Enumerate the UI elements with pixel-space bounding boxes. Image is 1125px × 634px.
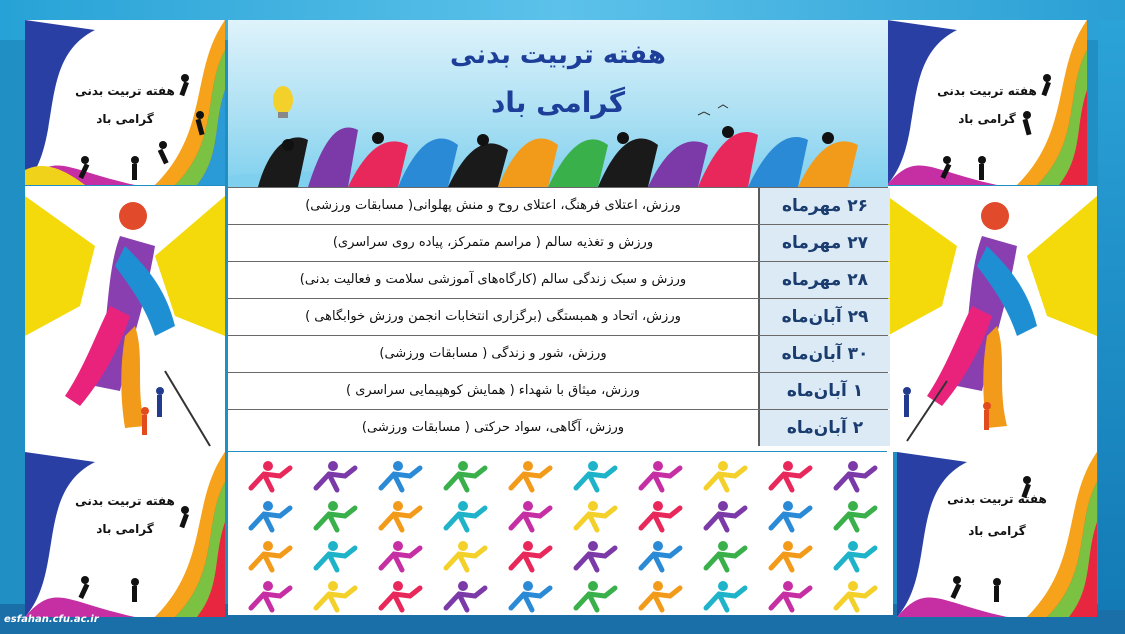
schedule-row (228, 187, 888, 224)
sport-pictogram (771, 541, 810, 570)
sport-pictogram (446, 461, 485, 490)
corner-card-top-right (887, 20, 1087, 185)
sport-pictogram (316, 501, 355, 530)
rainbow-runner-icon (887, 186, 1097, 452)
sport-pictogram (576, 461, 615, 490)
sport-pictogram (381, 501, 420, 530)
card-title-line1: هفته تربیت بدنی (947, 492, 1047, 506)
sport-pictogram (771, 581, 810, 610)
schedule-row (228, 372, 888, 409)
sports-pictograms-icon (228, 452, 893, 615)
sport-pictogram (576, 581, 615, 610)
sport-pictogram (446, 581, 485, 610)
card-title-line1: هفته تربیت بدنی (75, 494, 175, 508)
sport-pictogram (641, 501, 680, 530)
card-title-line2: گرامی باد (968, 524, 1026, 538)
card-title-line1: هفته تربیت بدنی (937, 84, 1037, 98)
rainbow-runner-icon (25, 186, 225, 452)
sport-pictogram (251, 461, 290, 490)
swirl-decoration-icon (25, 20, 225, 185)
card-title-line2: گرامی باد (96, 522, 154, 536)
sport-pictogram (381, 461, 420, 490)
sport-pictogram (836, 461, 875, 490)
schedule-description: ورزش و سبک زندگی سالم (کارگاه‌های آموزشی سلامت و فعالیت بدنی) (299, 272, 687, 287)
schedule-date: ۲۶ مهرماه (758, 188, 890, 224)
banner-title-line2: گرامی باد (490, 86, 626, 119)
schedule-date: ۲۸ مهرماه (758, 262, 890, 298)
schedule-date: ۱ آبان‌ماه (758, 373, 890, 409)
athlete-panel-left (25, 186, 225, 452)
sport-pictogram (836, 541, 875, 570)
sport-pictogram (381, 541, 420, 570)
card-title-line2: گرامی باد (958, 112, 1016, 126)
sport-pictogram (446, 501, 485, 530)
corner-card-bottom-right (897, 452, 1097, 617)
schedule-description: ورزش، اعتلای فرهنگ، اعتلای روح و منش پهلوانی( مسابقات ورزشی) (305, 198, 681, 213)
card-title-line2: گرامی باد (96, 112, 154, 126)
footer-link[interactable]: esfahan.cfu.ac.ir (4, 614, 99, 625)
schedule-date: ۲ آبان‌ماه (758, 410, 890, 446)
schedule-row (228, 409, 888, 451)
schedule-description: ورزش، آگاهی، سواد حرکتی ( مسابقات ورزشی) (361, 420, 625, 435)
schedule-row (228, 298, 888, 335)
sport-pictogram (641, 581, 680, 610)
sport-pictogram (251, 541, 290, 570)
swirl-decoration-icon (887, 20, 1087, 185)
sport-pictogram (251, 501, 290, 530)
sport-pictogram (251, 581, 290, 610)
sport-pictogram (316, 461, 355, 490)
sport-pictogram (316, 541, 355, 570)
sport-pictogram (576, 501, 615, 530)
schedule-description: ورزش، اتحاد و همبستگی (برگزاری انتخابات انجمن ورزش خوابگاهی ) (305, 309, 681, 324)
schedule-description: ورزش، میثاق با شهداء ( همایش کوهپیمایی سراسری ) (346, 383, 640, 398)
corner-card-top-left (25, 20, 225, 185)
schedule-row (228, 335, 888, 372)
schedule-row (228, 261, 888, 298)
sport-pictogram (706, 541, 745, 570)
sport-pictogram (771, 461, 810, 490)
sport-pictogram (771, 501, 810, 530)
banner (228, 20, 888, 187)
sport-pictogram (706, 581, 745, 610)
schedule-date: ۲۷ مهرماه (758, 225, 890, 261)
sport-pictogram (381, 581, 420, 610)
banner-title-line1: هفته تربیت بدنی (450, 40, 666, 70)
sport-pictogram (836, 581, 875, 610)
sport-pictogram (446, 541, 485, 570)
sport-pictogram (511, 501, 550, 530)
schedule-date: ۳۰ آبان‌ماه (758, 336, 890, 372)
sport-pictogram (511, 581, 550, 610)
sport-pictogram (316, 581, 355, 610)
schedule-row (228, 224, 888, 261)
sport-pictogram (641, 541, 680, 570)
sport-pictogram (641, 461, 680, 490)
athlete-panel-right (887, 186, 1097, 452)
corner-card-bottom-left (25, 452, 225, 617)
sport-pictogram (706, 461, 745, 490)
schedule-description: ورزش و تغذیه سالم ( مراسم متمرکز، پیاده روی سراسری) (332, 235, 654, 250)
right-edge-bar (1098, 20, 1125, 610)
sport-pictogram (836, 501, 875, 530)
card-title-line1: هفته تربیت بدنی (75, 84, 175, 98)
sport-pictogram (511, 461, 550, 490)
sport-pictogram (706, 501, 745, 530)
schedule-description: ورزش، شور و زندگی ( مسابقات ورزشی) (379, 346, 607, 361)
sports-pictograms-strip (228, 452, 893, 615)
sport-pictogram (576, 541, 615, 570)
schedule-table (228, 187, 888, 451)
schedule-date: ۲۹ آبان‌ماه (758, 299, 890, 335)
sport-pictogram (511, 541, 550, 570)
